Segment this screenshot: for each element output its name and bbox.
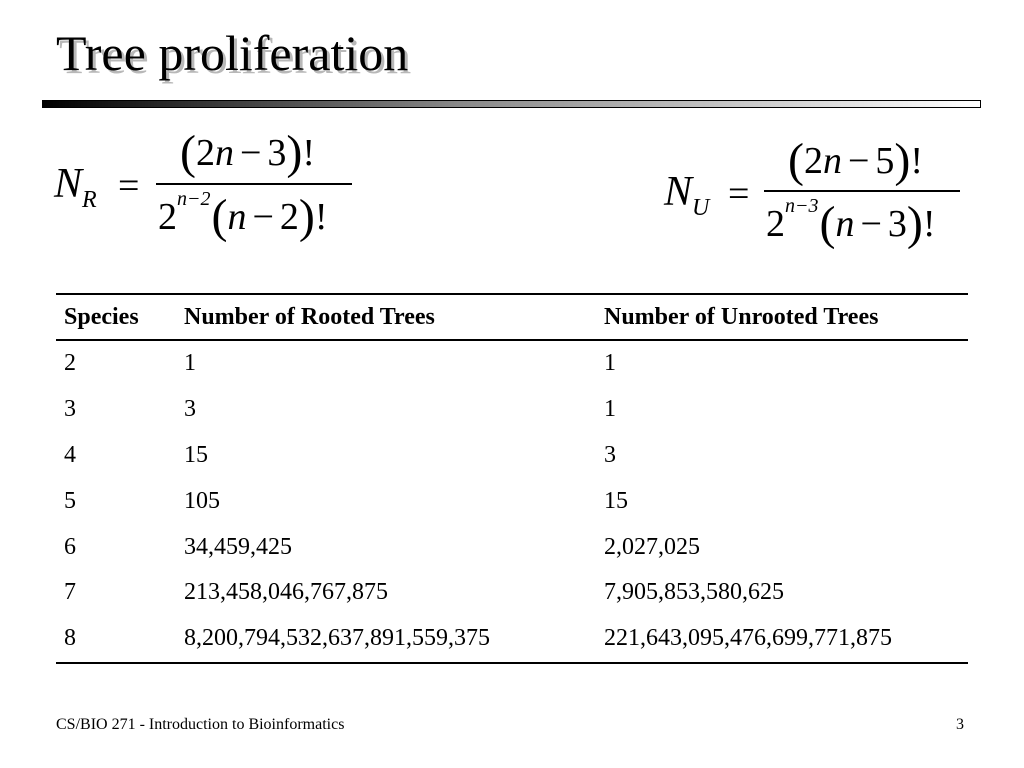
equals-sign: = xyxy=(118,165,140,207)
tree-count-table xyxy=(56,293,968,664)
table-row xyxy=(56,433,968,479)
column-header-species: Species xyxy=(56,294,176,340)
cell-unrooted: 7,905,853,580,625 xyxy=(604,579,784,606)
cell-rooted: 105 xyxy=(184,487,220,514)
cell-rooted: 213,458,046,767,875 xyxy=(184,579,388,606)
cell-rooted: 34,459,425 xyxy=(184,533,292,560)
cell-unrooted: 3 xyxy=(604,441,616,468)
cell-rooted: 15 xyxy=(184,441,208,468)
cell-unrooted: 1 xyxy=(604,396,616,423)
title-divider xyxy=(42,99,981,109)
cell-species: 3 xyxy=(64,396,76,423)
table-row xyxy=(56,524,968,570)
table-row xyxy=(56,570,968,616)
formula-symbol: N xyxy=(54,161,83,207)
formula-symbol: N xyxy=(664,169,693,215)
formula-numerator: (2n − 3)! xyxy=(180,126,316,179)
cell-rooted: 3 xyxy=(184,396,196,423)
cell-species: 4 xyxy=(64,441,76,468)
cell-species: 2 xyxy=(64,350,76,377)
cell-rooted: 1 xyxy=(184,350,196,377)
slide-title: Tree proliferation xyxy=(56,25,409,81)
column-header-unrooted: Number of Unrooted Trees xyxy=(596,294,968,340)
cell-species: 5 xyxy=(64,487,76,514)
cell-unrooted: 221,643,095,476,699,771,875 xyxy=(596,616,968,663)
fraction-bar xyxy=(764,190,960,192)
equals-sign: = xyxy=(728,173,750,215)
column-header-rooted: Number of Rooted Trees xyxy=(176,294,596,340)
cell-species: 6 xyxy=(64,533,76,560)
cell-species: 7 xyxy=(64,579,76,606)
cell-species: 8 xyxy=(56,616,176,663)
formula-denominator: $2^{n-3}(n - 3)$! xyxy=(766,195,936,250)
cell-rooted: 8,200,794,532,637,891,559,375 xyxy=(176,616,596,663)
table-row xyxy=(56,387,968,433)
formula-denominator: $2^{n-2}(n - 2)$! xyxy=(158,188,328,243)
cell-unrooted: 2,027,025 xyxy=(604,533,700,560)
cell-unrooted: 15 xyxy=(604,487,628,514)
footer-course-name: CS/BIO 271 - Introduction to Bioinformatics xyxy=(56,716,345,733)
formula-subscript: R xyxy=(82,187,97,213)
fraction-bar xyxy=(156,183,352,185)
cell-unrooted: 1 xyxy=(604,350,616,377)
formula-numerator: (2n − 5)! xyxy=(788,134,924,187)
formula-subscript: U xyxy=(692,195,710,221)
table-row xyxy=(56,478,968,524)
table-row xyxy=(56,616,968,663)
page-number: 3 xyxy=(956,716,964,733)
table-row xyxy=(56,340,968,387)
table-header-row xyxy=(56,294,968,340)
